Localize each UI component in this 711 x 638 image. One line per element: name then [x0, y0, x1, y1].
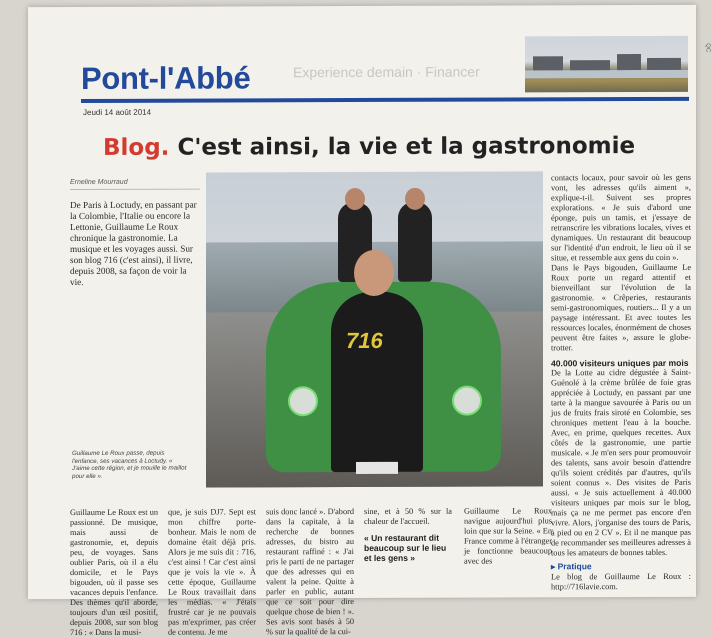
masthead-rule — [81, 97, 689, 103]
newspaper-page — [28, 5, 711, 638]
headline-title: C'est ainsi, la vie et la gastronomie — [177, 133, 636, 161]
bottom-column-4: sine, et à 50 % sur la chaleur de l'accueil. — [364, 506, 452, 526]
pratique-label: ▸ Pratique — [551, 561, 592, 572]
license-plate — [356, 462, 398, 474]
shirt-number: 716 — [346, 327, 383, 354]
headline — [103, 133, 635, 161]
rider-figure — [398, 202, 432, 282]
pratique-text: Le blog de Guillaume Le Roux : http://716lavie.com. — [551, 571, 691, 592]
person-head — [354, 250, 394, 296]
paragraph: contacts locaux, pour savoir où les gens vont, les adresses qu'ils aiment », explique-t-il. Suivent ses propres explorations. « Je suis d'abord une éponge, puis un tamis, et j'essaye de retranscrire les vibrations locales, vives et dynamiques. Un restaurant dit beaucoup sur l'identité d'un endroit, le lieu où il se situe, et ressemble aux gens du coin ». — [551, 172, 691, 263]
paragraph: De la Lotte au cidre dégustée à Saint-Guénolé à la crème brûlée de foie gras appréciée à Loctudy, en passant par une tarte à la mangue savourée à Paris ou un jus de fruits frais siroté en Colombie, ses chroniques mettent l'eau à la bouche. Avec, en prime, quelques recettes. Aux côtés de la gastronomie, une partie musicale. « Je m'en sers pour promouvoir des talents, sans avoir besoin d'attendre qu'ils soient crédités par d'autres, qu'ils soient connus ». Des visites de Paris aussi. « Je suis actuellement à 40.000 visiteurs uniques par mois sur le blog, mais ça ne me permet pas encore d'en vivre. Alors, j'organise des tours de Paris, à pied ou en 2 CV ». Et il ne manque pas de recommander ses meilleures adresses à tous les amateurs de bonnes tables. — [551, 367, 691, 558]
bottom-column-2: que, je suis DJ7. Sept est mon chiffre porte-bonheur. Mais le nom de domaine était déjà pris. Alors je me suis dit : 716, c'est ainsi ! Car c'est ainsi que je vois la vie ». À cette époque, Guillaume Le Roux travaillait dans les médias. « J'étais frustré car je ne pouvais pas m'exprimer, pas créer de contenu. Je me — [168, 507, 256, 637]
bottom-column-5: Guillaume Le Roux navigue aujourd'hui plus loin que sur la Seine. « En France comme à l'étranger je fonctionne beaucoup avec des — [464, 506, 552, 566]
bottom-column-3: suis donc lancé ». D'abord dans la capitale, à la recherche de bonnes adresses, du bistro au restaurant raffiné : « J'ai pris le parti de ne partager que des adresses qui en valent la peine. Quitte à parler en public, autant que ce soit pour dire quelque chose de bien ! ». Ses avis sont basés à 50 % sur la qualité de la cui- — [266, 507, 354, 637]
header-town-photo — [525, 36, 688, 93]
main-photo — [206, 171, 543, 487]
pratique-box — [551, 561, 691, 592]
background-bleed-text: Experience demain · Financer — [293, 63, 480, 81]
person-figure — [331, 292, 423, 472]
lead-paragraph: De Paris à Loctudy, en passant par la Colombie, l'Italie ou encore la Lettonie, Guillaume Le Roux chronique la gastronomie. La musique et les voyages aussi. Sur son blog 716 (c'est ainsi), il livre, depuis 2008, sa façon de voir la vie. — [70, 199, 197, 288]
bottom-column-1: Guillaume Le Roux est un passionné. De musique, mais aussi de gastronomie, et, depuis peu, de voyages. Sans oublier Paris, où il a élu domicile, et le Pays bigouden, où il passe ses vacances depuis l'enfance. Des thèmes qu'il aborde, toujours d'un œil positif, depuis 2008, sur son blog 716 : « Dans la musi- — [70, 507, 158, 638]
subheading: 40.000 visiteurs uniques par mois — [551, 357, 689, 369]
issue-date: Jeudi 14 août 2014 — [83, 107, 152, 117]
masthead: Pont-l'Abbé — [81, 60, 251, 96]
paragraph: Dans le Pays bigouden, Guillaume Le Roux porte un regard attentif et bienveillant sur l'évolution de la gastronomie. « Crêperies, restaurants semi-gastronomiques, routiers... Il y a un paysage intéressant. Et avec toutes les ressources locales, énormément de choses peuvent être faites », assure le globe-trotter. — [551, 262, 691, 353]
pull-quote-heading: « Un restaurant dit beaucoup sur le lieu et les gens » — [364, 532, 447, 563]
author-byline: Erneline Mourraud — [70, 178, 128, 187]
headline-kicker: Blog. — [103, 134, 170, 161]
right-column — [551, 173, 691, 558]
photo-caption: Guillaume Le Roux passe, depuis l'enfance, ses vacances à Loctudy. « J'aime cette région, et je mouille le maillot pour elle ». — [72, 449, 187, 480]
edition-code: QC — [704, 43, 711, 53]
divider — [70, 189, 200, 190]
